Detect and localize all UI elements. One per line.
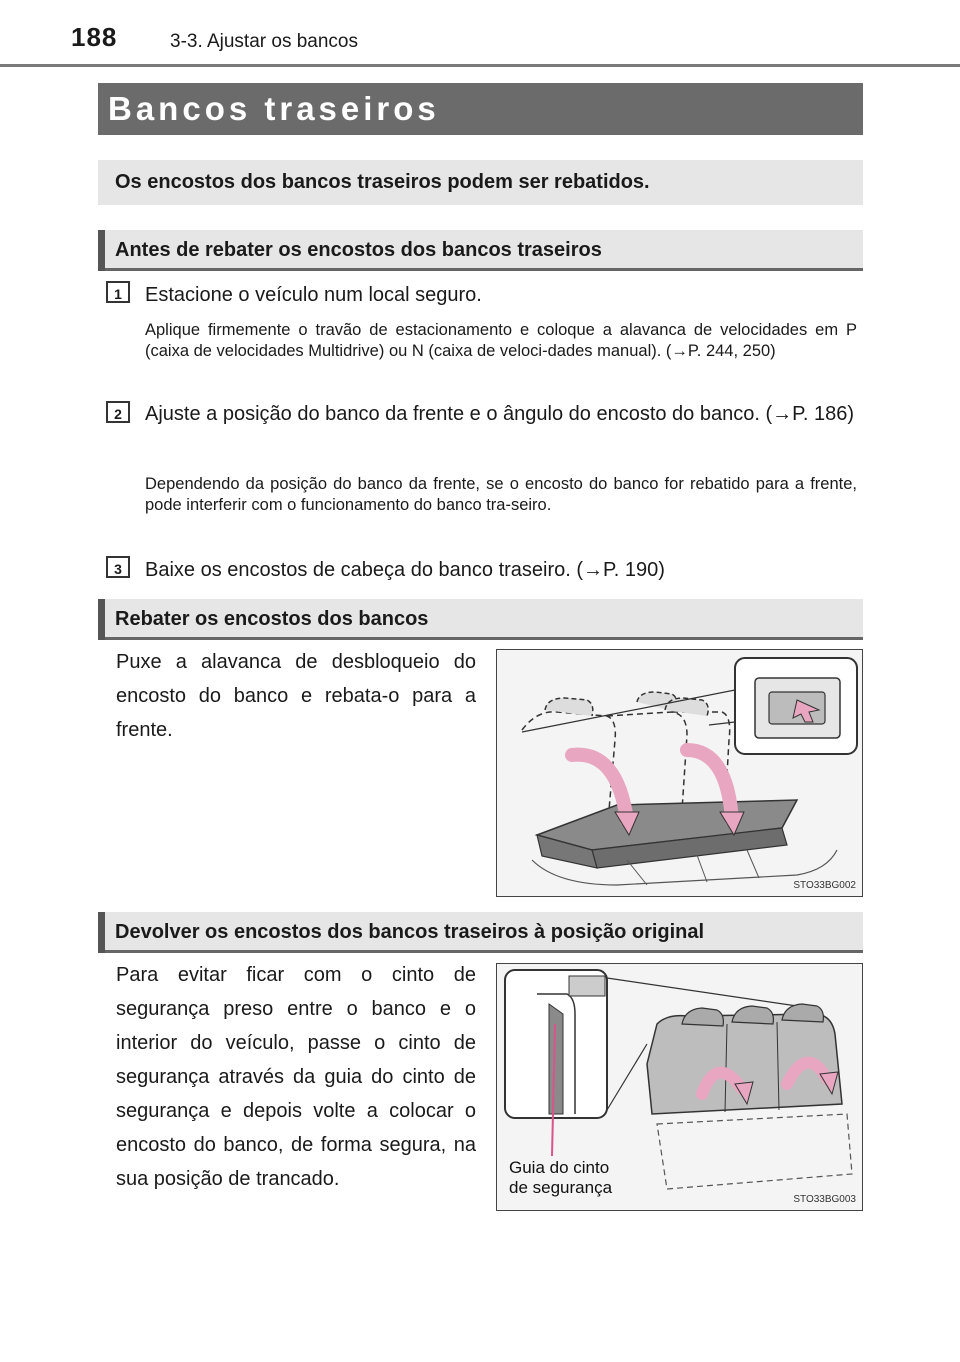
step-1-text: Estacione o veículo num local seguro. bbox=[145, 284, 482, 306]
figure-code: STO33BG003 bbox=[793, 1194, 856, 1205]
figure-fold-seatback bbox=[496, 649, 863, 897]
figure-label-belt-guide-line2: de segurança bbox=[509, 1178, 613, 1197]
page-title: Bancos traseiros bbox=[108, 90, 440, 127]
return-instruction-text: Para evitar ficar com o cinto de segurança preso entre o banco e o interior do veículo, passe o cinto de segurança através da guia do cinto de segurança e depois volte a colocar o encosto do banco, de forma segura, na sua posição de trancado. bbox=[116, 964, 476, 1190]
step-3-text: Baixe os encostos de cabeça do banco traseiro. (→P. 190) bbox=[145, 559, 665, 581]
step-number-2: 2 bbox=[106, 401, 130, 423]
section-heading: Rebater os encostos dos bancos bbox=[115, 608, 429, 630]
step-1-note: Aplique firmemente o travão de estacionamento e coloque a alavanca de velocidades em P (caixa de velocidades Multidrive) ou N (caixa de veloci-dades manual). (→P. 244, 250) bbox=[145, 321, 857, 360]
step-2-note: Dependendo da posição do banco da frente, se o encosto do banco for rebatido para a frente, pode interferir com o funcionamento do banco tra-seiro. bbox=[145, 475, 857, 514]
intro-box bbox=[98, 160, 863, 205]
step-number-1: 1 bbox=[106, 281, 130, 303]
section-header-fold bbox=[98, 599, 863, 640]
fold-instruction-text: Puxe a alavanca de desbloqueio do encosto do banco e rebata-o para a frente. bbox=[116, 651, 476, 741]
section-heading: Antes de rebater os encostos dos bancos traseiros bbox=[115, 239, 602, 261]
figure-label-belt-guide-line1: Guia do cinto bbox=[509, 1158, 610, 1177]
section-reference: 3-3. Ajustar os bancos bbox=[170, 31, 358, 52]
figure-code: STO33BG002 bbox=[793, 880, 856, 891]
seat-fold-illustration bbox=[497, 650, 863, 897]
intro-text: Os encostos dos bancos traseiros podem ser rebatidos. bbox=[115, 171, 650, 193]
header-divider bbox=[0, 64, 960, 67]
section-header-return bbox=[98, 912, 863, 953]
section-header-before-folding bbox=[98, 230, 863, 271]
step-number-3: 3 bbox=[106, 556, 130, 578]
figure-return-seatback bbox=[496, 963, 863, 1211]
page-number: 188 bbox=[71, 22, 118, 52]
section-heading: Devolver os encostos dos bancos traseiros à posição original bbox=[115, 921, 705, 943]
step-2-text: Ajuste a posição do banco da frente e o ângulo do encosto do banco. (→P. 186) bbox=[145, 403, 855, 425]
page-title-bar bbox=[98, 83, 863, 135]
